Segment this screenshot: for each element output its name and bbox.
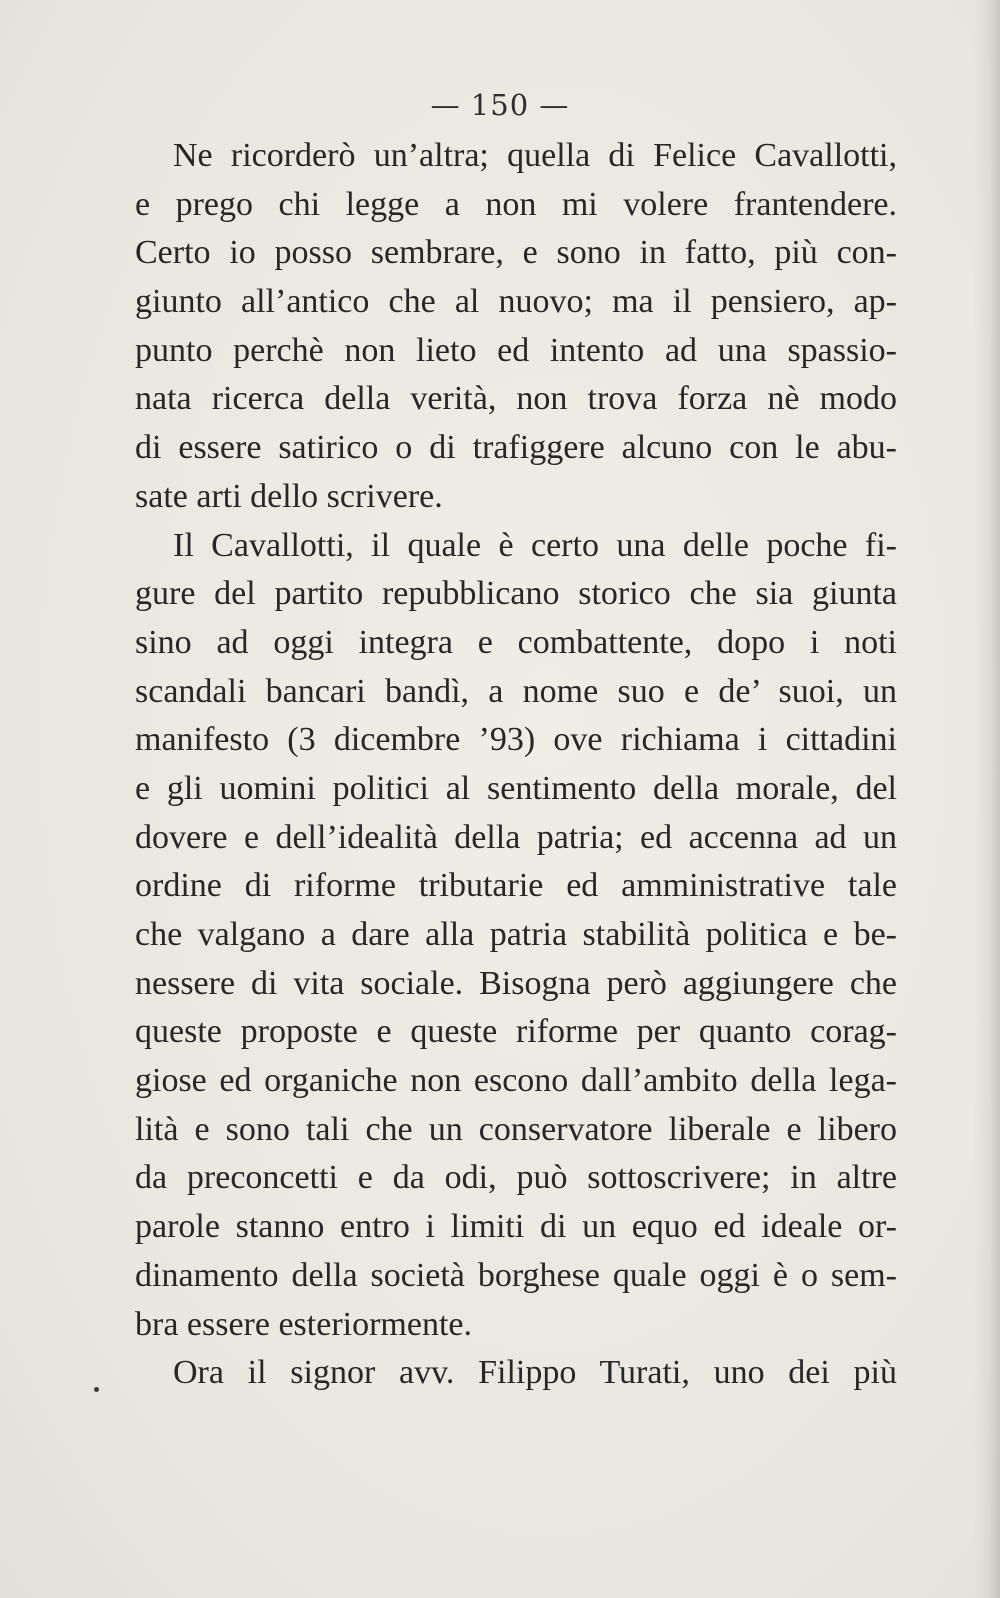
text-line: manifesto (3 dicembre ’93) ove richiama i cittadini xyxy=(135,721,897,759)
text-line: da preconcetti e da odi, può sottoscrivere; in altre xyxy=(135,1159,897,1197)
page-number: — 150 — xyxy=(430,88,570,122)
text-line: punto perchè non lieto ed intento ad una spassio- xyxy=(135,331,897,369)
text-line: giunto all’antico che al nuovo; ma il pensiero, ap- xyxy=(135,283,897,321)
text-line: sate arti dello scrivere. xyxy=(135,477,443,515)
text-line: Ora il signor avv. Filippo Turati, uno dei più xyxy=(173,1354,897,1392)
text-line: gure del partito repubblicano storico che sia giunta xyxy=(135,575,897,613)
text-line: lità e sono tali che un conservatore liberale e libero xyxy=(135,1110,897,1148)
text-line: dinamento della società borghese quale oggi è o sem- xyxy=(135,1256,897,1294)
text-line: e prego chi legge a non mi volere frantendere. xyxy=(135,185,897,223)
text-line: dovere e dell’idealità della patria; ed accenna ad un xyxy=(135,818,897,856)
text-line: nessere di vita sociale. Bisogna però aggiungere che xyxy=(135,964,897,1002)
page-edge-shadow xyxy=(974,0,1000,1598)
body-text xyxy=(135,132,897,1398)
text-line: scandali bancari bandì, a nome suo e de’ suoi, un xyxy=(135,672,897,710)
text-line: ordine di riforme tributarie ed amministrative tale xyxy=(135,867,897,905)
text-line: di essere satirico o di trafiggere alcuno con le abu- xyxy=(135,429,897,467)
text-line: e gli uomini politici al sentimento della morale, del xyxy=(135,769,897,807)
text-line: che valgano a dare alla patria stabilità politica e be- xyxy=(135,916,897,953)
text-line: giose ed organiche non escono dall’ambito della lega- xyxy=(135,1062,897,1100)
text-line: Il Cavallotti, il quale è certo una delle poche fi- xyxy=(173,526,897,564)
text-line: nata ricerca della verità, non trova forza nè modo xyxy=(135,380,897,418)
text-line: queste proposte e queste riforme per quanto corag- xyxy=(135,1013,897,1051)
text-line: bra essere esteriormente. xyxy=(135,1305,472,1343)
text-line: Ne ricorderò un’altra; quella di Felice Cavallotti, xyxy=(173,137,897,174)
stray-dot-mark xyxy=(94,1387,99,1392)
text-line: Certo io posso sembrare, e sono in fatto, più con- xyxy=(135,234,897,272)
text-line: sino ad oggi integra e combattente, dopo i noti xyxy=(135,623,897,661)
text-line: parole stanno entro i limiti di un equo ed ideale or- xyxy=(135,1208,897,1246)
